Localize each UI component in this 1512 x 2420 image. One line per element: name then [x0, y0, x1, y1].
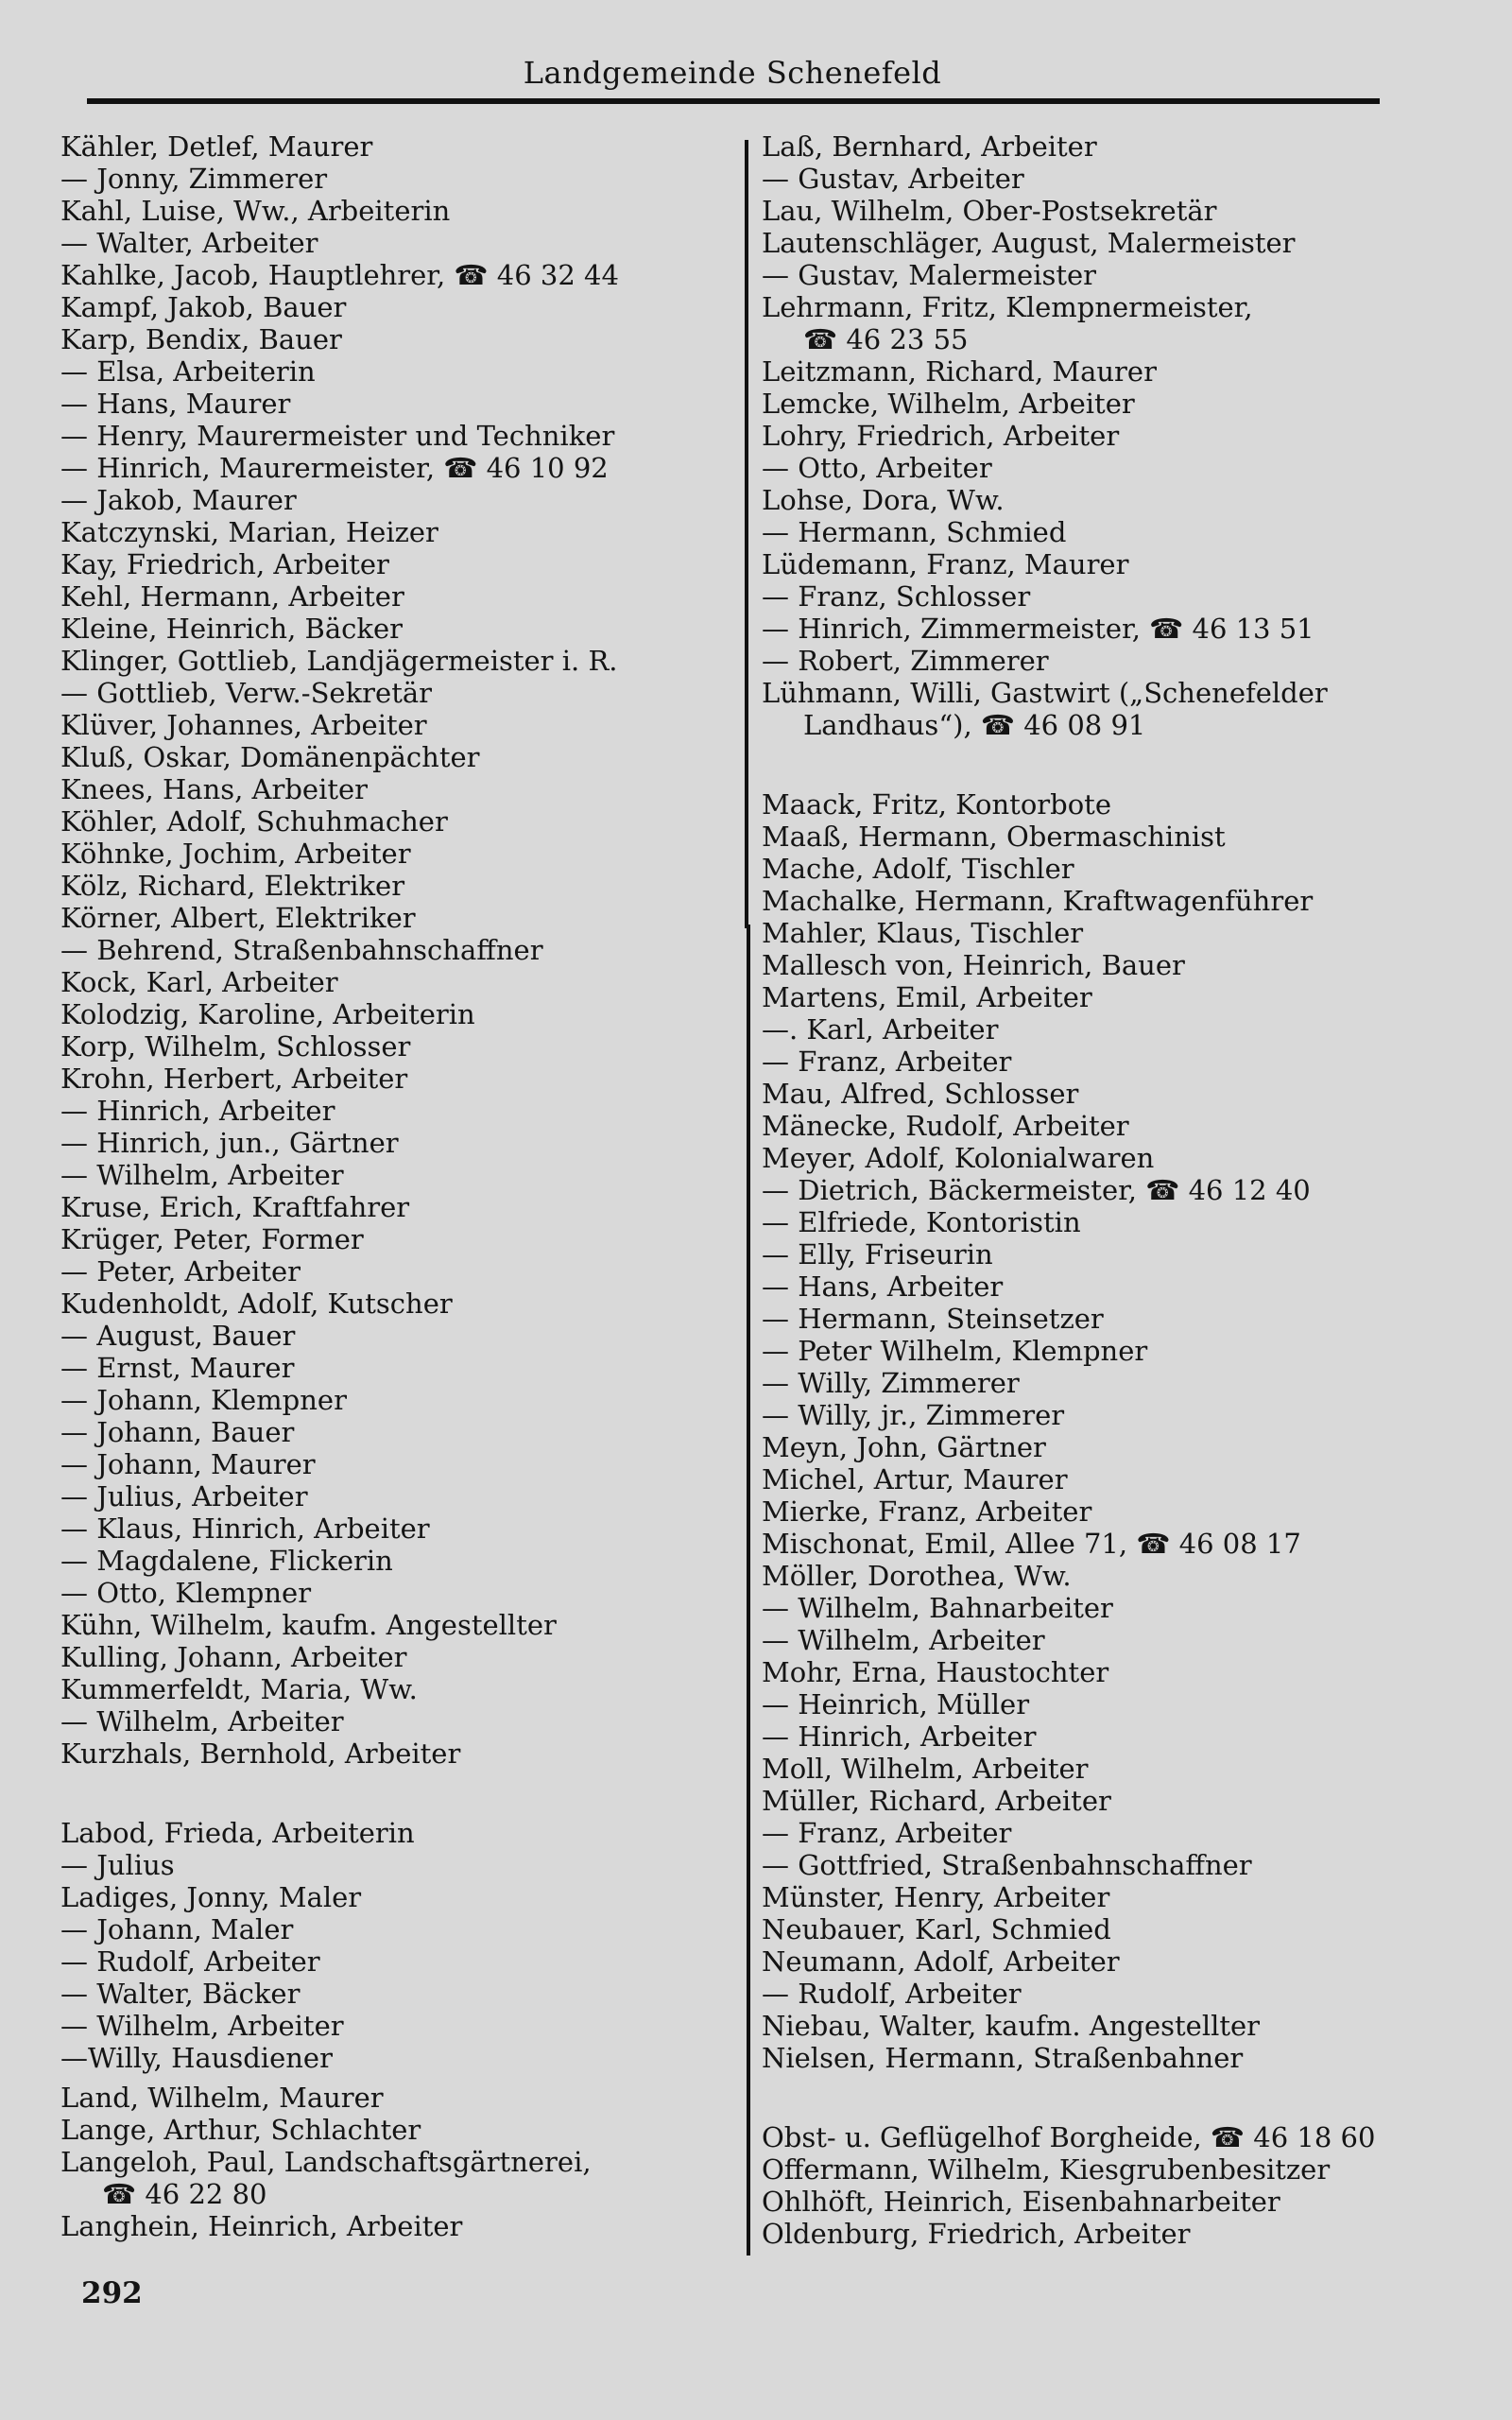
entry-line: — Hermann, Steinsetzer [762, 1303, 1104, 1335]
entry-line: Kulling, Johann, Arbeiter [60, 1641, 407, 1673]
entry-line: — Rudolf, Arbeiter [60, 1945, 320, 1978]
entry-line: Kölz, Richard, Elektriker [60, 870, 405, 902]
entry-line: Kahl, Luise, Ww., Arbeiterin [60, 195, 451, 227]
entry-line: Möller, Dorothea, Ww. [762, 1560, 1072, 1592]
entry-line: — Julius, Arbeiter [60, 1480, 308, 1512]
entry-line: Neubauer, Karl, Schmied [762, 1913, 1111, 1945]
entry-line: — Jonny, Zimmerer [60, 163, 328, 195]
entry-line: — Gottlieb, Verw.-Sekretär [60, 677, 433, 709]
entry-line: Maack, Fritz, Kontorbote [762, 788, 1111, 821]
entry-line: Ohlhöft, Heinrich, Eisenbahnarbeiter [762, 2186, 1280, 2218]
entry-line: — Wilhelm, Arbeiter [60, 1159, 344, 1191]
entry-line: Kock, Karl, Arbeiter [60, 966, 338, 998]
entry-line: Mohr, Erna, Haustochter [762, 1656, 1109, 1688]
entry-line: Köhler, Adolf, Schuhmacher [60, 805, 448, 838]
entry-line: Kehl, Hermann, Arbeiter [60, 580, 404, 613]
entry-line: Karp, Bendix, Bauer [60, 323, 342, 355]
entry-line: Kühn, Wilhelm, kaufm. Angestellter [60, 1609, 557, 1641]
entry-line: Lautenschläger, August, Malermeister [762, 227, 1296, 259]
entry-line: — Peter, Arbeiter [60, 1255, 301, 1288]
entry-line: Kampf, Jakob, Bauer [60, 291, 347, 323]
entry-line: Moll, Wilhelm, Arbeiter [762, 1753, 1089, 1785]
entry-line: Korp, Wilhelm, Schlosser [60, 1030, 411, 1063]
entry-line: — Franz, Arbeiter [762, 1817, 1012, 1849]
entry-line: Kleine, Heinrich, Bäcker [60, 613, 403, 645]
entry-line: ☎ 46 23 55 [803, 323, 969, 355]
entry-line: Ladiges, Jonny, Maler [60, 1881, 362, 1913]
entry-line: Knees, Hans, Arbeiter [60, 773, 369, 805]
entry-line: Mallesch von, Heinrich, Bauer [762, 949, 1185, 981]
entry-line: — Willy, jr., Zimmerer [762, 1399, 1065, 1431]
entry-line: Labod, Frieda, Arbeiterin [60, 1817, 415, 1849]
left-block-k [60, 130, 722, 1770]
entry-line: Kurzhals, Bernhold, Arbeiter [60, 1737, 461, 1770]
entry-line: —Willy, Hausdiener [60, 2042, 333, 2074]
entry-line: Mierke, Franz, Arbeiter [762, 1495, 1092, 1528]
entry-line: — Elly, Friseurin [762, 1238, 993, 1270]
entry-line: Kähler, Detlef, Maurer [60, 130, 373, 163]
entry-line: Kluß, Oskar, Domänenpächter [60, 741, 480, 773]
left-block-l-continued [60, 2082, 722, 2146]
entry-line: Leitzmann, Richard, Maurer [762, 355, 1157, 388]
entry-line: Kummerfeldt, Maria, Ww. [60, 1673, 418, 1705]
entry-line: Münster, Henry, Arbeiter [762, 1881, 1110, 1913]
entry-line: Mahler, Klaus, Tischler [762, 917, 1084, 949]
entry-line: Mischonat, Emil, Allee 71, ☎ 46 08 17 [762, 1528, 1301, 1560]
entry-line: — Hinrich, Zimmermeister, ☎ 46 13 51 [762, 613, 1314, 645]
entry-line: Klüver, Johannes, Arbeiter [60, 709, 427, 741]
entry-line: — Heinrich, Müller [762, 1688, 1030, 1720]
entry-line: Kahlke, Jacob, Hauptlehrer, ☎ 46 32 44 [60, 259, 619, 291]
left-block-l [60, 1817, 722, 2074]
entry-line: — Robert, Zimmerer [762, 645, 1049, 677]
entry-line: Kolodzig, Karoline, Arbeiterin [60, 998, 475, 1030]
entry-line: — Ernst, Maurer [60, 1352, 295, 1384]
entry-line: Nielsen, Hermann, Straßenbahner [762, 2042, 1244, 2074]
entry-line: Landhaus“), ☎ 46 08 91 [803, 709, 1146, 741]
entry-line: Oldenburg, Friedrich, Arbeiter [762, 2218, 1191, 2250]
entry-line: — Gustav, Malermeister [762, 259, 1097, 291]
column-divider-top [745, 140, 748, 928]
entry-line: — August, Bauer [60, 1320, 296, 1352]
entry-line: — Otto, Klempner [60, 1577, 312, 1609]
entry-line: — Hermann, Schmied [762, 516, 1067, 548]
right-block-o [762, 2121, 1489, 2250]
entry-line: — Wilhelm, Arbeiter [762, 1624, 1045, 1656]
entry-line: Lange, Arthur, Schlachter [60, 2114, 421, 2146]
entry-line: — Henry, Maurermeister und Techniker [60, 420, 615, 452]
entry-line: — Klaus, Hinrich, Arbeiter [60, 1512, 430, 1545]
entry-line: Köhnke, Jochim, Arbeiter [60, 838, 411, 870]
entry-line: — Willy, Zimmerer [762, 1367, 1020, 1399]
entry-line: Niebau, Walter, kaufm. Angestellter [762, 2010, 1261, 2042]
entry-line: — Franz, Schlosser [762, 580, 1031, 613]
entry-line: Meyn, John, Gärtner [762, 1431, 1046, 1463]
entry-line: Lau, Wilhelm, Ober-Postsekretär [762, 195, 1217, 227]
right-block-l-continued [762, 355, 1489, 677]
entry-line: Laß, Bernhard, Arbeiter [762, 130, 1097, 163]
entry-line: Kay, Friedrich, Arbeiter [60, 548, 389, 580]
entry-line: Körner, Albert, Elektriker [60, 902, 416, 934]
entry-line: — Franz, Arbeiter [762, 1046, 1012, 1078]
right-block-m-n [762, 788, 1489, 2074]
entry-line: Offermann, Wilhelm, Kiesgrubenbesitzer [762, 2153, 1331, 2186]
entry-line: — Rudolf, Arbeiter [762, 1978, 1022, 2010]
entry-line: Michel, Artur, Maurer [762, 1463, 1068, 1495]
entry-line: — Wilhelm, Arbeiter [60, 2010, 344, 2042]
entry-line: — Hinrich, Arbeiter [762, 1720, 1037, 1753]
entry-line: Krohn, Herbert, Arbeiter [60, 1063, 408, 1095]
entry-line: —. Karl, Arbeiter [762, 1013, 999, 1046]
entry-line: Machalke, Hermann, Kraftwagenführer [762, 885, 1314, 917]
entry-line: Lohse, Dora, Ww. [762, 484, 1005, 516]
entry-line: — Elsa, Arbeiterin [60, 355, 316, 388]
entry-line: — Elfriede, Kontoristin [762, 1206, 1081, 1238]
entry-line: Kruse, Erich, Kraftfahrer [60, 1191, 410, 1223]
header-rule [87, 98, 1380, 104]
entry-line: — Gottfried, Straßenbahnschaffner [762, 1849, 1252, 1881]
entry-line: Lemcke, Wilhelm, Arbeiter [762, 388, 1135, 420]
entry-line: Mau, Alfred, Schlosser [762, 1078, 1079, 1110]
entry-line: Neumann, Adolf, Arbeiter [762, 1945, 1120, 1978]
entry-line: — Walter, Bäcker [60, 1978, 301, 2010]
entry-line: Mänecke, Rudolf, Arbeiter [762, 1110, 1129, 1142]
entry-line: Krüger, Peter, Former [60, 1223, 364, 1255]
entry-line: Obst- u. Geflügelhof Borgheide, ☎ 46 18 60 [762, 2121, 1376, 2153]
entry-line: Lühmann, Willi, Gastwirt („Schenefelder [762, 677, 1328, 709]
entry-line: Land, Wilhelm, Maurer [60, 2082, 384, 2114]
entry-line: — Johann, Bauer [60, 1416, 295, 1448]
entry-line: — Jakob, Maurer [60, 484, 297, 516]
entry-line: Langeloh, Paul, Landschaftsgärtnerei, [60, 2146, 592, 2178]
entry-line: — Peter Wilhelm, Klempner [762, 1335, 1148, 1367]
page-header: Landgemeinde Schenefeld [523, 55, 942, 91]
entry-line: — Dietrich, Bäckermeister, ☎ 46 12 40 [762, 1174, 1311, 1206]
entry-line: ☎ 46 22 80 [102, 2178, 267, 2210]
entry-line: — Magdalene, Flickerin [60, 1545, 393, 1577]
entry-line: — Johann, Maurer [60, 1448, 316, 1480]
entry-line: Lüdemann, Franz, Maurer [762, 548, 1129, 580]
entry-line: — Behrend, Straßenbahnschaffner [60, 934, 543, 966]
entry-line: — Hans, Maurer [60, 388, 291, 420]
entry-line: — Otto, Arbeiter [762, 452, 992, 484]
entry-line: Klinger, Gottlieb, Landjägermeister i. R. [60, 645, 618, 677]
entry-line: — Hinrich, Arbeiter [60, 1095, 335, 1127]
entry-line: Lohry, Friedrich, Arbeiter [762, 420, 1120, 452]
entry-line: — Wilhelm, Arbeiter [60, 1705, 344, 1737]
entry-line: Lehrmann, Fritz, Klempnermeister, [762, 291, 1253, 323]
page-number: 292 [81, 2276, 143, 2310]
entry-line: Langhein, Heinrich, Arbeiter [60, 2210, 463, 2242]
entry-line: — Julius [60, 1849, 175, 1881]
entry-line: — Wilhelm, Bahnarbeiter [762, 1592, 1113, 1624]
right-block-l [762, 130, 1489, 291]
entry-line: — Johann, Klempner [60, 1384, 347, 1416]
column-divider-bottom [747, 925, 750, 2256]
entry-line: Martens, Emil, Arbeiter [762, 981, 1092, 1013]
entry-line: — Johann, Maler [60, 1913, 294, 1945]
entry-line: Katczynski, Marian, Heizer [60, 516, 438, 548]
entry-line: Mache, Adolf, Tischler [762, 853, 1074, 885]
right-column [762, 130, 1489, 2250]
entry-line: — Walter, Arbeiter [60, 227, 318, 259]
entry-line: Müller, Richard, Arbeiter [762, 1785, 1111, 1817]
entry-line: Maaß, Hermann, Obermaschinist [762, 821, 1226, 853]
entry-line: — Gustav, Arbeiter [762, 163, 1024, 195]
entry-line: Kudenholdt, Adolf, Kutscher [60, 1288, 453, 1320]
entry-line: Meyer, Adolf, Kolonialwaren [762, 1142, 1155, 1174]
entry-line: — Hinrich, jun., Gärtner [60, 1127, 399, 1159]
entry-line: — Hinrich, Maurermeister, ☎ 46 10 92 [60, 452, 609, 484]
entry-line: — Hans, Arbeiter [762, 1270, 1004, 1303]
left-column [60, 130, 722, 2242]
